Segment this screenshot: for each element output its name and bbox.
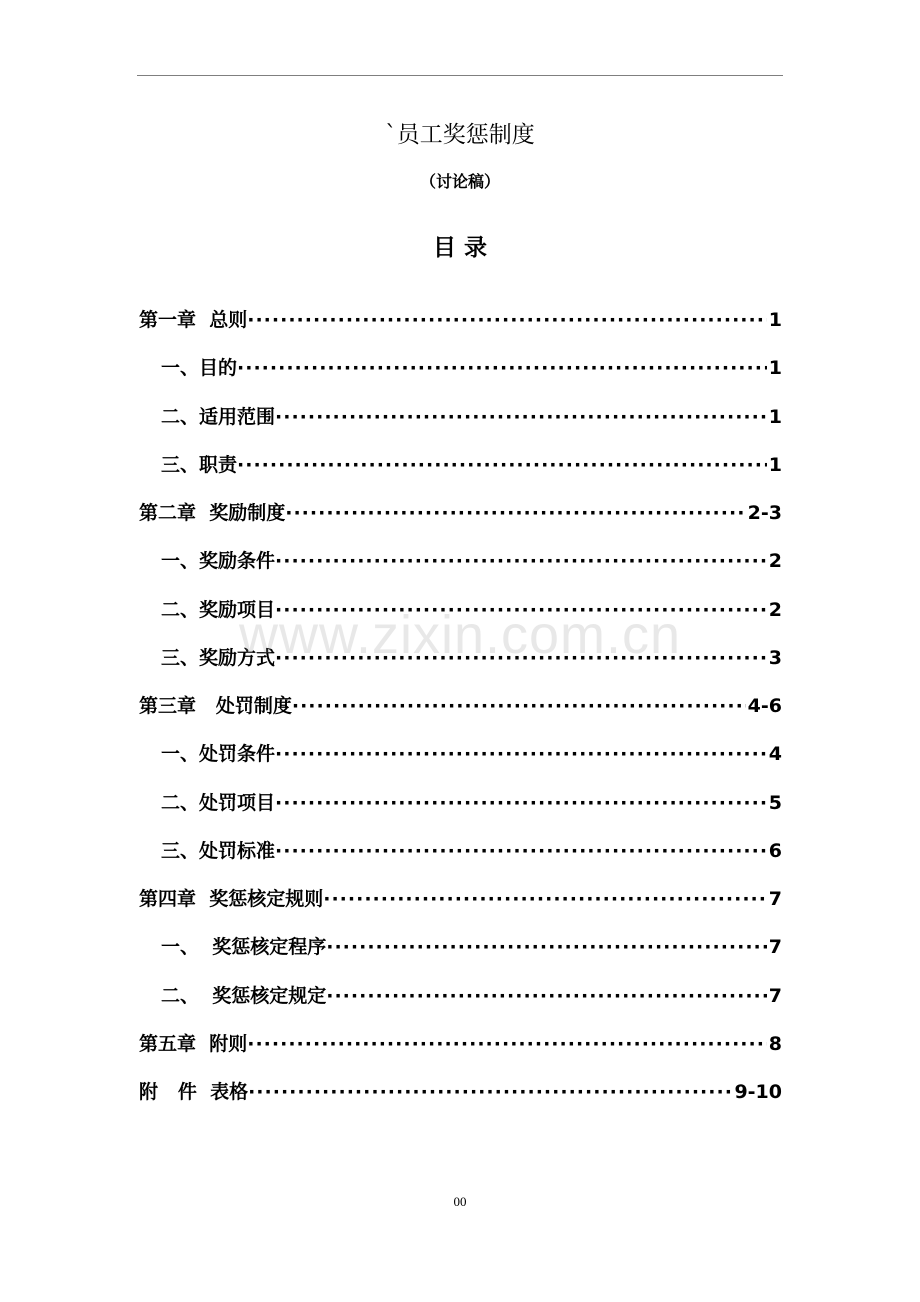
toc-chapter-entry[interactable] <box>139 1068 782 1116</box>
toc-entry-page: 1 <box>768 405 782 428</box>
toc-dot-leader <box>275 730 767 778</box>
toc-entry-label: 第三章 处罚制度 <box>139 695 292 717</box>
toc-dot-leader <box>326 972 767 1020</box>
toc-dot-leader <box>237 441 767 489</box>
toc-section-entry[interactable] <box>139 779 782 827</box>
toc-entry-page: 8 <box>768 1032 782 1055</box>
toc-entry-label: 二、 奖惩核定规定 <box>161 984 327 1007</box>
toc-section-entry[interactable] <box>139 344 782 392</box>
toc-entry-label: 第二章 奖励制度 <box>139 502 286 524</box>
watermark: www.zixin.com.cn <box>238 605 682 665</box>
toc-entry-label: 一、 奖惩核定程序 <box>161 936 327 959</box>
document-subtitle: （讨论稿） <box>419 172 500 191</box>
toc-entry-label: 第四章 奖惩核定规则 <box>139 888 324 910</box>
toc-entry-label: 附 件 表格 <box>139 1081 249 1103</box>
toc-dot-leader <box>292 682 746 730</box>
toc-entry-page: 2 <box>768 598 782 621</box>
toc-entry-label: 二、奖励项目 <box>161 598 276 621</box>
toc-entry-label: 一、处罚条件 <box>161 743 276 766</box>
toc-entry-page: 4-6 <box>747 695 782 717</box>
toc-entry-label: 三、奖励方式 <box>161 646 276 669</box>
toc-entry-label: 二、适用范围 <box>161 405 276 428</box>
toc-entry-page: 1 <box>768 357 782 380</box>
toc-dot-leader <box>275 827 767 875</box>
toc-chapter-entry[interactable] <box>139 489 782 537</box>
toc-section-entry[interactable] <box>139 441 782 489</box>
table-of-contents <box>139 296 782 1116</box>
toc-section-entry[interactable] <box>139 923 782 971</box>
toc-entry-label: 一、奖励条件 <box>161 550 276 573</box>
toc-chapter-entry[interactable] <box>139 1020 782 1068</box>
toc-entry-page: 3 <box>768 646 782 669</box>
page-number: 00 <box>453 1194 467 1209</box>
toc-section-entry[interactable] <box>139 393 782 441</box>
toc-entry-page: 9-10 <box>734 1081 782 1103</box>
toc-entry-page: 2-3 <box>747 502 782 524</box>
toc-dot-leader <box>323 875 767 923</box>
toc-section-entry[interactable] <box>139 537 782 585</box>
toc-entry-page: 4 <box>768 743 782 766</box>
toc-entry-page: 7 <box>768 984 782 1007</box>
toc-dot-leader <box>248 1068 732 1116</box>
toc-dot-leader <box>275 537 767 585</box>
toc-entry-label: 二、处罚项目 <box>161 791 276 814</box>
toc-dot-leader <box>237 344 767 392</box>
toc-entry-label: 三、职责 <box>161 453 238 476</box>
toc-chapter-entry[interactable] <box>139 682 782 730</box>
toc-dot-leader <box>247 1020 767 1068</box>
document-title: `员工奖惩制度 <box>385 122 535 148</box>
toc-section-entry[interactable] <box>139 972 782 1020</box>
toc-chapter-entry[interactable] <box>139 296 782 344</box>
toc-heading: 目 录 <box>432 235 487 261</box>
toc-section-entry[interactable] <box>139 730 782 778</box>
toc-entry-page: 1 <box>768 453 782 476</box>
toc-entry-label: 一、目的 <box>161 357 238 380</box>
toc-dot-leader <box>326 923 767 971</box>
toc-entry-label: 第一章 总则 <box>139 309 248 331</box>
toc-dot-leader <box>285 489 745 537</box>
toc-dot-leader <box>275 779 767 827</box>
toc-entry-page: 5 <box>768 791 782 814</box>
toc-entry-page: 7 <box>768 888 782 910</box>
toc-dot-leader <box>247 296 767 344</box>
toc-dot-leader <box>275 393 767 441</box>
toc-entry-page: 6 <box>768 839 782 862</box>
toc-section-entry[interactable] <box>139 827 782 875</box>
toc-entry-page: 1 <box>768 309 782 331</box>
toc-entry-label: 三、处罚标准 <box>161 839 276 862</box>
toc-entry-label: 第五章 附则 <box>139 1032 248 1055</box>
toc-entry-page: 2 <box>768 550 782 573</box>
toc-chapter-entry[interactable] <box>139 875 782 923</box>
header-rule <box>137 75 783 76</box>
toc-entry-page: 7 <box>768 936 782 959</box>
